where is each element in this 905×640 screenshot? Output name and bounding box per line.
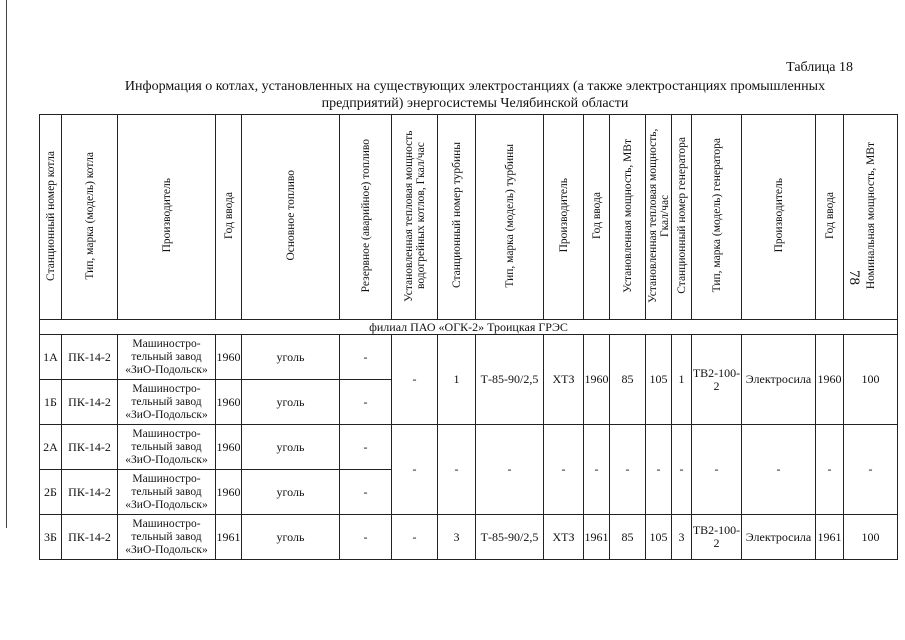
generator-manufacturer: Электросила [742,335,816,425]
header-cell: Резервное (аварийное) топливо [340,115,392,320]
installed-power: - [610,425,646,515]
boiler-type: ПК-14-2 [62,380,118,425]
boiler-type: ПК-14-2 [62,470,118,515]
section-title: филиал ПАО «ОГК-2» Троицкая ГРЭС [40,320,898,335]
main-fuel: уголь [242,380,340,425]
boilers-table [39,114,898,560]
installed-heat-power: 105 [646,335,672,425]
boiler-manufacturer: Машиностро- тельный завод «ЗиО-Подольск» [118,425,216,470]
generator-year: 1961 [816,515,844,560]
turbine-year: 1960 [584,335,610,425]
reserve-fuel: - [340,335,392,380]
header-cell: Номинальная мощность, МВт [844,115,898,320]
header-cell: Установленная тепловая мощность водогрейных котлов, Гкал/час [392,115,438,320]
boiler-number: 1А [40,335,62,380]
header-cell: Тип, марка (модель) турбины [476,115,544,320]
main-fuel: уголь [242,470,340,515]
main-fuel: уголь [242,515,340,560]
installed-heat-power: - [646,425,672,515]
generator-number: - [672,425,692,515]
table-label: Таблица 18 [786,60,853,75]
turbine-year: 1961 [584,515,610,560]
turbine-type: Т-85-90/2,5 [476,515,544,560]
heat-capacity: - [392,335,438,425]
header-cell: Тип, марка (модель) котла [62,115,118,320]
turbine-number: 1 [438,335,476,425]
generator-power: 100 [844,515,898,560]
table-row [40,335,898,380]
header-cell: Год ввода [816,115,844,320]
document-title [60,78,890,112]
generator-type: ТВ2-100-2 [692,335,742,425]
generator-power: 100 [844,335,898,425]
generator-number: 1 [672,335,692,425]
boiler-number: 3Б [40,515,62,560]
section-row [40,320,898,335]
header-cell: Производитель [544,115,584,320]
page-number: 78 [846,270,862,285]
turbine-year: - [584,425,610,515]
boiler-number: 2А [40,425,62,470]
boiler-year: 1960 [216,425,242,470]
header-cell: Станционный номер котла [40,115,62,320]
title-line-1: Информация о котлах, установленных на существующих электростанциях (а также электростанциях промышленных [124,79,826,94]
header-cell: Станционный номер турбины [438,115,476,320]
boiler-type: ПК-14-2 [62,425,118,470]
boiler-type: ПК-14-2 [62,335,118,380]
table-row [40,425,898,470]
title-line-2: предприятий) энергосистемы Челябинской области [321,96,629,111]
boiler-manufacturer: Машиностро- тельный завод «ЗиО-Подольск» [118,335,216,380]
generator-year: 1960 [816,335,844,425]
page-border [6,0,7,528]
boiler-manufacturer: Машиностро- тельный завод «ЗиО-Подольск» [118,380,216,425]
boiler-number: 2Б [40,470,62,515]
header-cell: Станционный номер генератора [672,115,692,320]
header-row [40,115,898,320]
table-row [40,515,898,560]
boiler-manufacturer: Машиностро- тельный завод «ЗиО-Подольск» [118,470,216,515]
boiler-year: 1961 [216,515,242,560]
boiler-year: 1960 [216,380,242,425]
header-cell: Установленная тепловая мощность, Гкал/час [646,115,672,320]
turbine-number: - [438,425,476,515]
heat-capacity: - [392,515,438,560]
turbine-manufacturer: ХТЗ [544,515,584,560]
reserve-fuel: - [340,380,392,425]
boiler-year: 1960 [216,335,242,380]
header-cell: Производитель [742,115,816,320]
turbine-type: - [476,425,544,515]
main-fuel: уголь [242,425,340,470]
boiler-manufacturer: Машиностро- тельный завод «ЗиО-Подольск» [118,515,216,560]
boiler-year: 1960 [216,470,242,515]
reserve-fuel: - [340,425,392,470]
turbine-type: Т-85-90/2,5 [476,335,544,425]
header-cell: Производитель [118,115,216,320]
header-cell: Год ввода [584,115,610,320]
generator-year: - [816,425,844,515]
installed-power: 85 [610,515,646,560]
heat-capacity: - [392,425,438,515]
turbine-number: 3 [438,515,476,560]
header-cell: Тип, марка (модель) генератора [692,115,742,320]
boiler-number: 1Б [40,380,62,425]
header-cell: Установленная мощность, МВт [610,115,646,320]
reserve-fuel: - [340,515,392,560]
boiler-type: ПК-14-2 [62,515,118,560]
main-fuel: уголь [242,335,340,380]
header-cell: Год ввода [216,115,242,320]
installed-heat-power: 105 [646,515,672,560]
turbine-manufacturer: - [544,425,584,515]
generator-power: - [844,425,898,515]
generator-manufacturer: Электросила [742,515,816,560]
generator-number: 3 [672,515,692,560]
generator-type: - [692,425,742,515]
installed-power: 85 [610,335,646,425]
generator-type: ТВ2-100-2 [692,515,742,560]
header-cell: Основное топливо [242,115,340,320]
turbine-manufacturer: ХТЗ [544,335,584,425]
reserve-fuel: - [340,470,392,515]
generator-manufacturer: - [742,425,816,515]
